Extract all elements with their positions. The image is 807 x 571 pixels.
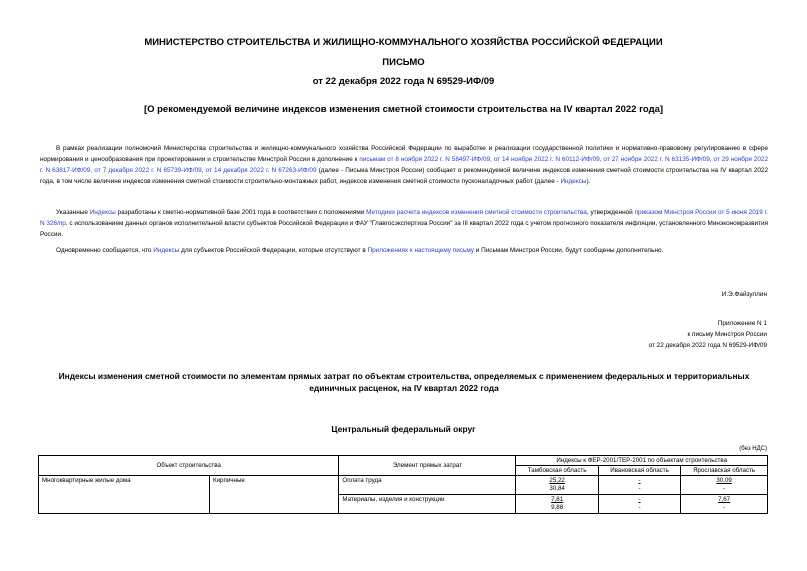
value: 30,84 [549, 485, 565, 492]
header-indexes: Индексы к ФЕР-2001/ТЕР-2001 по объектам строительства [516, 456, 768, 466]
cell-object: Многоквартирные жилые дома [39, 476, 210, 514]
table-header-row [39, 456, 768, 466]
appendix-line: к письму Минстроя России [687, 331, 767, 338]
text: , утвержденной [586, 209, 635, 216]
appendix-title: Индексы изменения сметной стоимости по элементам прямых затрат по объектам строительства, определяемых с применением федеральных и территориальных единичных расценок, на IV квартал 2022 года [58, 371, 750, 393]
text: Одновременно сообщается, что [56, 247, 154, 254]
indexes-link[interactable]: Индексы [560, 178, 587, 185]
cell-element: Материалы, изделия и конструкции [339, 495, 516, 514]
cell-value [598, 495, 680, 514]
value: - [638, 504, 641, 511]
order-link[interactable]: приказом Минстроя России от 5 июня 2019 г. N 326/пр [40, 209, 768, 227]
value: - [638, 496, 641, 503]
cell-value [598, 476, 680, 495]
paragraph-3 [40, 245, 768, 256]
appendix-line: от 22 декабря 2022 года N 69529-ИФ/09 [648, 342, 767, 349]
cell-value [516, 476, 599, 495]
header-region: Тамбовская область [516, 466, 599, 476]
value: 7,67 [718, 496, 731, 503]
doc-type: ПИСЬМО [382, 57, 425, 68]
vat-note: (без НДС) [739, 446, 767, 452]
cell-element: Оплата труда [339, 476, 516, 495]
value: 30,09 [716, 477, 732, 484]
value: 9,88 [551, 504, 564, 511]
text: и Письмам Минстроя России, будут сообщены дополнительно. [474, 247, 664, 254]
appendices-link[interactable]: Приложениях к настоящему письму [367, 247, 474, 254]
cell-value [516, 495, 599, 514]
doc-date-number: от 22 декабря 2022 года N 69529-ИФ/09 [312, 76, 495, 87]
header-region: Ивановская область [598, 466, 680, 476]
header-element: Элемент прямых затрат [339, 456, 516, 476]
ministry-title: МИНИСТЕРСТВО СТРОИТЕЛЬСТВА И ЖИЛИЩНО-КОММУНАЛЬНОГО ХОЗЯЙСТВА РОССИЙСКОЙ ФЕДЕРАЦИИ [144, 37, 663, 48]
text: для субъектов Российской Федерации, которые отсутствуют в [179, 247, 368, 254]
cell-value [681, 495, 768, 514]
indexes-link[interactable]: Индексы [153, 247, 180, 254]
value: - [723, 485, 726, 492]
methodology-link[interactable]: Методики расчета индексов изменения сметной стоимости строительства [366, 209, 587, 216]
letters-link[interactable]: письмам от 8 ноября 2022 г. N 58497-ИФ/09, от 14 ноября 2022 г. N 60112-ИФ/09, от 27 ноября 2022 г. N 63135-ИФ/09, от 29 ноября 2022 г. N 63817-ИФ/09, от 7 декабря 2022 г. N 65739-ИФ/09, от 14 декабря 2022 г. N 67263-ИФ/09 [40, 156, 768, 174]
indexes-link[interactable]: Индексы [89, 209, 116, 216]
header-object: Объект строительства [39, 456, 339, 476]
appendix-header [649, 318, 767, 351]
index-table [38, 455, 768, 514]
paragraph-2 [40, 207, 768, 240]
text: В рамках реализации полномочий Министерства строительства и жилищно-коммунального хозяйства Российской Федерации по выработке и реализации государственной политики и нормативно-правовому регулированию в сфере нормирования и ценообразования при проектировании и строительстве Минстрой России в дополнение к [40, 145, 768, 163]
value: 25,22 [549, 477, 565, 484]
value: - [723, 504, 726, 511]
appendix-line: Приложение N 1 [717, 320, 767, 327]
text: разработаны к сметно-нормативной базе 2001 года в соответствии с положениями [115, 209, 367, 216]
cell-value [681, 476, 768, 495]
header-region: Ярославская область [681, 466, 768, 476]
district-title: Центральный федеральный округ [331, 424, 476, 434]
text: (далее - Письма Минстроя России) сообщает о рекомендуемой величине индексов изменения сметной стоимости строительства на IV квартал 2022 года, в том числе величине индексов изменения сметной стоимости строительно-монтажных работ, индексов изменения сметной стоимости пусконаладочных работ (далее - [40, 167, 769, 185]
doc-subject: [О рекомендуемой величине индексов изменения сметной стоимости строительства на IV квартал 2022 года] [143, 104, 664, 115]
value: - [638, 485, 641, 492]
cell-material: Кирпичные [210, 476, 339, 514]
text: Указанные [56, 209, 90, 216]
table-row [39, 476, 768, 495]
text: ). [586, 178, 591, 185]
paragraph-1 [40, 143, 768, 187]
value: - [638, 477, 641, 484]
text: , с использованием данных органов исполнительной власти субъектов Российской Федерации и ФАУ "Главгосэкспертиза России" за III квартал 2022 года с учетом прогнозного показателя инфляции, установленного Минэкономразвития России. [40, 220, 768, 238]
signature: И.Э.Файзуллин [721, 291, 767, 298]
value: 7,81 [551, 496, 564, 503]
